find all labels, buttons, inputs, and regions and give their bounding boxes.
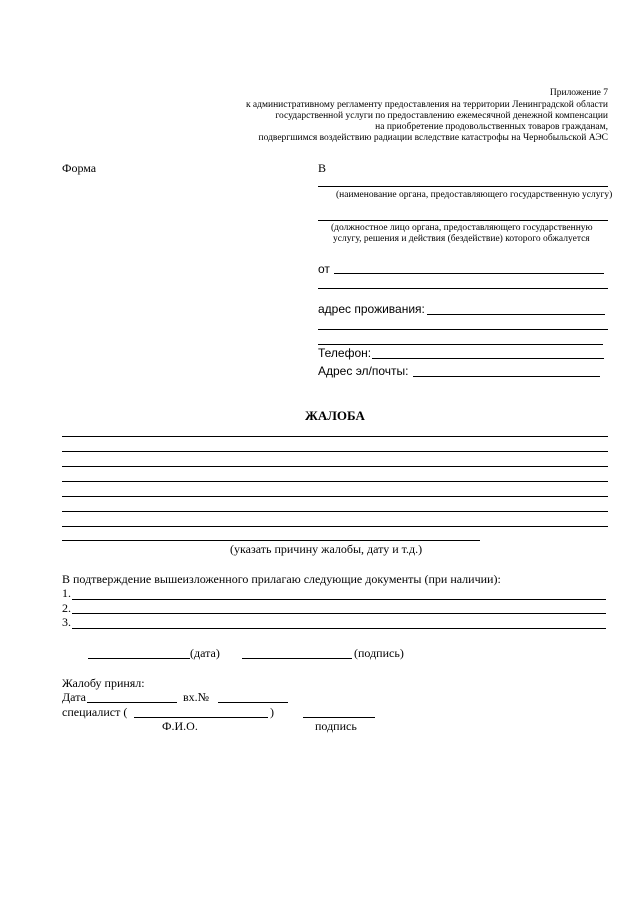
to-label: В [318,161,327,175]
complaint-line[interactable] [62,466,608,467]
complaint-line[interactable] [62,526,608,527]
appendix-line-4: подвергшимся воздействию радиации вследствие катастрофы на Чернобыльской АЭС [258,133,608,143]
appendix-title: Приложение 7 [549,88,608,98]
incoming-number-line[interactable] [218,702,288,703]
sign-line[interactable] [242,658,352,659]
complaint-line[interactable] [62,496,608,497]
address-line-2[interactable] [318,329,608,330]
complaint-hint: (указать причину жалобы, дату и т.д.) [230,542,423,556]
doc-item-2-line[interactable] [72,613,606,614]
specialist-name-line[interactable] [134,717,268,718]
phone-label: Телефон: [318,346,372,360]
official-caption-2: услугу, решения и действия (бездействие) которого обжалуется [333,234,590,244]
from-line[interactable] [334,273,604,274]
complaint-line[interactable] [62,540,480,541]
accepted-date-line[interactable] [87,702,177,703]
complaint-line[interactable] [62,451,608,452]
from-line-2[interactable] [318,288,608,289]
address-line-1[interactable] [427,314,605,315]
specialist-sign-caption: подпись [315,719,357,733]
incoming-number-label: вх.№ [183,690,210,704]
official-caption-1: (должностное лицо органа, предоставляющего государственную [331,223,593,233]
appendix-line-3: на приобретение продовольственных товаров гражданам, [375,122,608,132]
documents-intro: В подтверждение вышеизложенного прилагаю следующие документы (при наличии): [62,572,501,586]
email-line[interactable] [413,376,600,377]
complaint-title: ЖАЛОБА [305,408,365,423]
address-label: адрес проживания: [318,302,425,316]
accepted-title: Жалобу принял: [62,676,145,690]
complaint-line[interactable] [62,511,608,512]
doc-item-2-label: 2. [62,601,71,615]
doc-item-3-line[interactable] [72,628,606,629]
specialist-sign-line[interactable] [303,717,375,718]
address-line-3[interactable] [318,344,603,345]
specialist-close-paren: ) [270,705,274,719]
doc-item-1-label: 1. [62,586,71,600]
org-name-line[interactable] [318,186,608,187]
specialist-label: специалист ( [62,705,128,719]
appendix-line-2: государственной услуги по предоставлению ежемесячной денежной компенсации [275,111,608,121]
fio-caption: Ф.И.О. [162,719,198,733]
sign-caption: (подпись) [354,646,404,660]
org-caption: (наименование органа, предоставляющего государственную услугу) [336,190,613,200]
doc-item-1-line[interactable] [72,599,606,600]
official-line[interactable] [318,220,608,221]
date-caption: (дата) [190,646,220,660]
from-label: от [318,262,330,276]
appendix-line-1: к административному регламенту предоставления на территории Ленинградской области [245,100,608,110]
accepted-date-label: Дата [62,690,86,704]
complaint-line[interactable] [62,481,608,482]
date-line[interactable] [88,658,190,659]
complaint-line[interactable] [62,436,608,437]
phone-line[interactable] [372,358,604,359]
doc-item-3-label: 3. [62,615,71,629]
form-label: Форма [62,161,97,175]
email-label: Адрес эл/почты: [318,364,409,378]
